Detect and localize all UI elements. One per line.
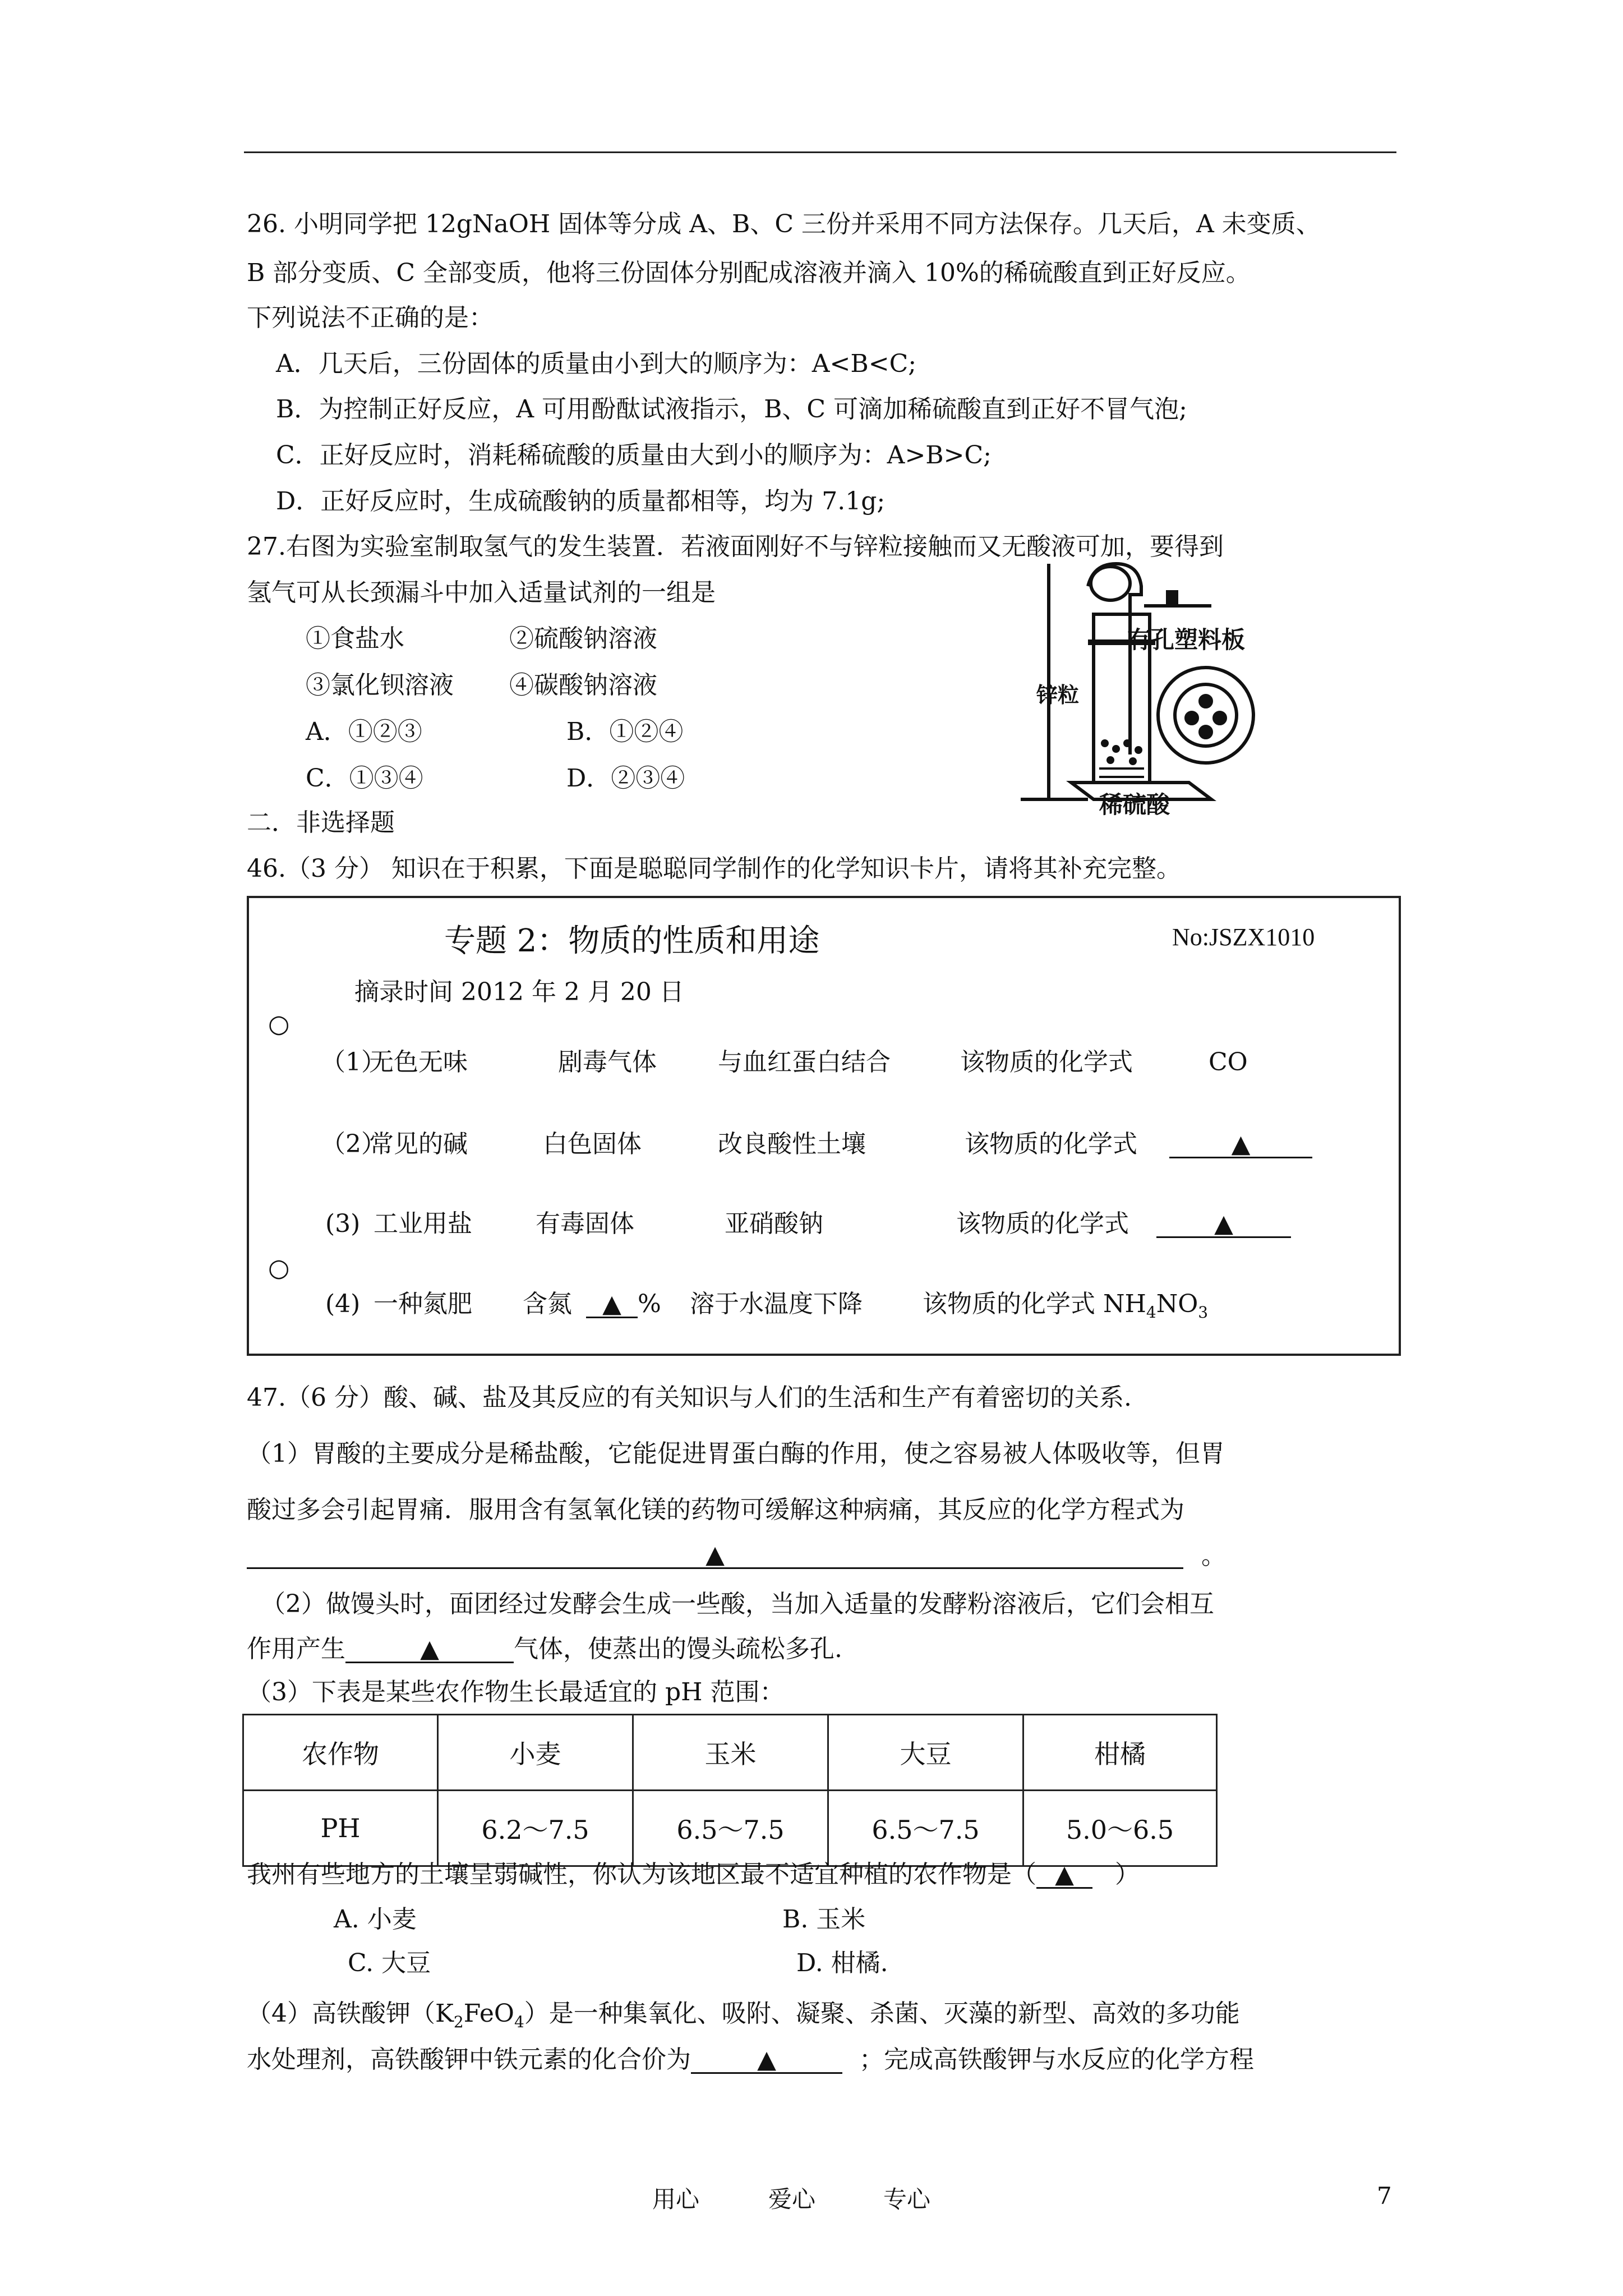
footer-text-1: 用心: [652, 2185, 700, 2213]
header-rule: [244, 151, 1396, 153]
card-row1-b: 剧毒气体: [558, 1048, 657, 1076]
card-row3-b: 有毒固体: [536, 1209, 634, 1238]
section-heading: 二．非选择题: [247, 808, 395, 837]
q47-p1-line2: 酸过多会引起胃痛．服用含有氢氧化镁的药物可缓解这种病痛，其反应的化学方程式为: [247, 1496, 1184, 1524]
gas-blank[interactable]: ▲: [345, 1637, 514, 1663]
card-row1-num: （1）: [321, 1048, 386, 1076]
percent-sign: %: [638, 1290, 661, 1318]
card-row1-a: 无色无味: [369, 1048, 468, 1076]
ph-table: [242, 1714, 1218, 1867]
q47-p1-end: 。: [1201, 1542, 1226, 1570]
card-row3-num: (3): [325, 1209, 361, 1238]
card-row4-num: (4): [325, 1290, 361, 1318]
q27-option-a: A．①②③: [306, 717, 422, 746]
card-row2-blank[interactable]: [1169, 1132, 1312, 1158]
card-hole-bottom: ○: [268, 1254, 290, 1282]
table-header-cell: 玉米: [633, 1715, 828, 1791]
q47-p1-line1: （1）胃酸的主要成分是稀盐酸，它能促进胃蛋白酶的作用，使之容易被人体吸收等，但胃: [247, 1439, 1225, 1468]
card-row4-d: 该物质的化学式 $NH_4NO_3$: [923, 1290, 1209, 1322]
card-row1-c: 与血红蛋白结合: [718, 1048, 891, 1076]
answer-blank: ▲: [1156, 1212, 1291, 1238]
card-row2-d: 该物质的化学式: [965, 1130, 1137, 1158]
crop-blank[interactable]: ▲: [1036, 1862, 1092, 1889]
footer-text-3: 专心: [883, 2185, 931, 2213]
table-header-cell: 小麦: [438, 1715, 633, 1791]
card-number: No:JSZX1010: [1172, 923, 1315, 951]
tap-icon: [1168, 592, 1177, 603]
table-cell: 6.5～7.5: [828, 1791, 1023, 1866]
card-date: 摘录时间 2012 年 2 月 20 日: [354, 978, 684, 1006]
q26-option-c: C．正好反应时，消耗稀硫酸的质量由大到小的顺序为：A>B>C;: [276, 441, 992, 470]
q27-item-4: ④碳酸钠溶液: [509, 671, 657, 700]
footer-text-2: 爱心: [768, 2185, 816, 2213]
funnel: [1088, 564, 1141, 754]
q26-line1: 26. 小明同学把 12gNaOH 固体等分成 A、B、C 三份并采用不同方法保存。几天后，A 未变质、: [247, 210, 1321, 238]
answer-blank: ▲: [1169, 1132, 1312, 1158]
card-row3-d: 该物质的化学式: [956, 1209, 1129, 1238]
funnel-bulb: [1091, 567, 1130, 600]
q47-p1-blank[interactable]: [247, 1540, 1183, 1569]
card-row3-blank[interactable]: [1156, 1209, 1291, 1238]
q47-p3-option-a: A. 小麦: [334, 1905, 417, 1934]
q47-p3-question: 我州有些地方的土壤呈弱碱性，你认为该地区最不适宜种植的农作物是（ ▲ ）: [247, 1860, 1140, 1889]
card-row3-a: 工业用盐: [374, 1209, 472, 1238]
q27-option-c: C．①③④: [306, 764, 423, 793]
q47-p3-option-c: C. 大豆: [348, 1949, 431, 1977]
q47-p3-option-d: D. 柑橘.: [796, 1949, 888, 1977]
q47-p3-option-b: B. 玉米: [782, 1905, 866, 1934]
table-header-cell: 大豆: [828, 1715, 1023, 1791]
label-dilute-acid: 稀硫酸: [1099, 791, 1170, 818]
table-row: [243, 1715, 1217, 1791]
answer-blank: ▲: [586, 1292, 638, 1318]
q26-line2: B 部分变质、C 全部变质，他将三份固体分别配成溶液并滴入 10%的稀硫酸直到正好反应。: [247, 259, 1251, 287]
q47-p4-line2: 水处理剂，高铁酸钾中铁元素的化合价为 ▲ ；完成高铁酸钾与水反应的化学方程: [247, 2045, 1254, 2074]
q27-option-d: D．②③④: [566, 764, 685, 793]
label-perforated-plate: 有孔塑料板: [1127, 626, 1246, 654]
card-row2-num: （2）: [321, 1130, 386, 1158]
q27-line2: 氢气可从长颈漏斗中加入适量试剂的一组是: [247, 578, 716, 607]
q47-p4-line1: （4）高铁酸钾$(K_2FeO_4)$是一种集氧化、吸附、凝聚、杀菌、灭藻的新型、高效的多功能: [247, 1999, 1240, 2031]
clamp-wheel: [1158, 668, 1253, 763]
q47-intro: 47.（6 分）酸、碱、盐及其反应的有关知识与人们的生活和生产有着密切的关系.: [247, 1383, 1132, 1412]
card-title: 专题 2：物质的性质和用途: [444, 923, 820, 959]
card-row2-b: 白色固体: [543, 1130, 642, 1158]
q47-p2-line1: （2）做馒头时，面团经过发酵会生成一些酸，当加入适量的发酵粉溶液后，它们会相互: [261, 1590, 1214, 1618]
card-hole-top: ○: [268, 1010, 290, 1038]
q26-option-b: B．为控制正好反应，A 可用酚酞试液指示，B、C 可滴加稀硫酸直到正好不冒气泡;: [276, 395, 1187, 424]
card-row2-c: 改良酸性土壤: [718, 1130, 866, 1158]
card-row3-c: 亚硝酸钠: [725, 1209, 823, 1238]
card-row4-blank[interactable]: [586, 1292, 661, 1318]
knowledge-card: [247, 896, 1401, 1356]
q26-line3: 下列说法不正确的是：: [247, 303, 494, 332]
q27-option-b: B．①②④: [566, 717, 684, 746]
card-row4-c: 溶于水温度下降: [690, 1290, 863, 1318]
q26-option-d: D．正好反应时，生成硫酸钠的质量都相等，均为 7.1g;: [276, 487, 886, 516]
q46-intro: 46.（3 分） 知识在于积累，下面是聪聪同学制作的化学知识卡片，请将其补充完整。: [247, 854, 1181, 883]
zinc-granules: [1101, 739, 1142, 765]
table-cell: 6.5～7.5: [633, 1791, 828, 1866]
valence-blank[interactable]: ▲: [691, 2047, 842, 2074]
page-number: 7: [1377, 2182, 1392, 2210]
table-cell: PH: [243, 1791, 438, 1866]
q27-item-2: ②硫酸钠溶液: [509, 624, 657, 653]
table-cell: 5.0～6.5: [1023, 1791, 1217, 1866]
card-row4-a: 一种氮肥: [374, 1290, 472, 1318]
card-row4-b: 含氮: [523, 1290, 572, 1318]
card-row1-e: CO: [1209, 1048, 1248, 1076]
q26-option-a: A．几天后，三份固体的质量由小到大的顺序为：A<B<C;: [276, 349, 917, 378]
table-cell: 6.2～7.5: [438, 1791, 633, 1866]
q27-item-3: ③氯化钡溶液: [306, 671, 454, 700]
q27-item-1: ①食盐水: [306, 624, 404, 653]
q47-p2-line2: 作用产生 ▲ 气体，使蒸出的馒头疏松多孔.: [247, 1635, 842, 1663]
table-row: [243, 1791, 1217, 1866]
q47-p3-intro: （3）下表是某些农作物生长最适宜的 pH 范围：: [247, 1678, 785, 1706]
table-header-cell: 农作物: [243, 1715, 438, 1791]
card-row2-a: 常见的碱: [369, 1130, 468, 1158]
card-row1-d: 该物质的化学式: [960, 1048, 1133, 1076]
q27-line1: 27.右图为实验室制取氢气的发生装置．若液面刚好不与锌粒接触而又无酸液可加，要得到: [247, 532, 1224, 561]
equation-blank: ▲: [247, 1543, 1183, 1569]
table-header-cell: 柑橘: [1023, 1715, 1217, 1791]
label-zinc: 锌粒: [1036, 682, 1080, 707]
